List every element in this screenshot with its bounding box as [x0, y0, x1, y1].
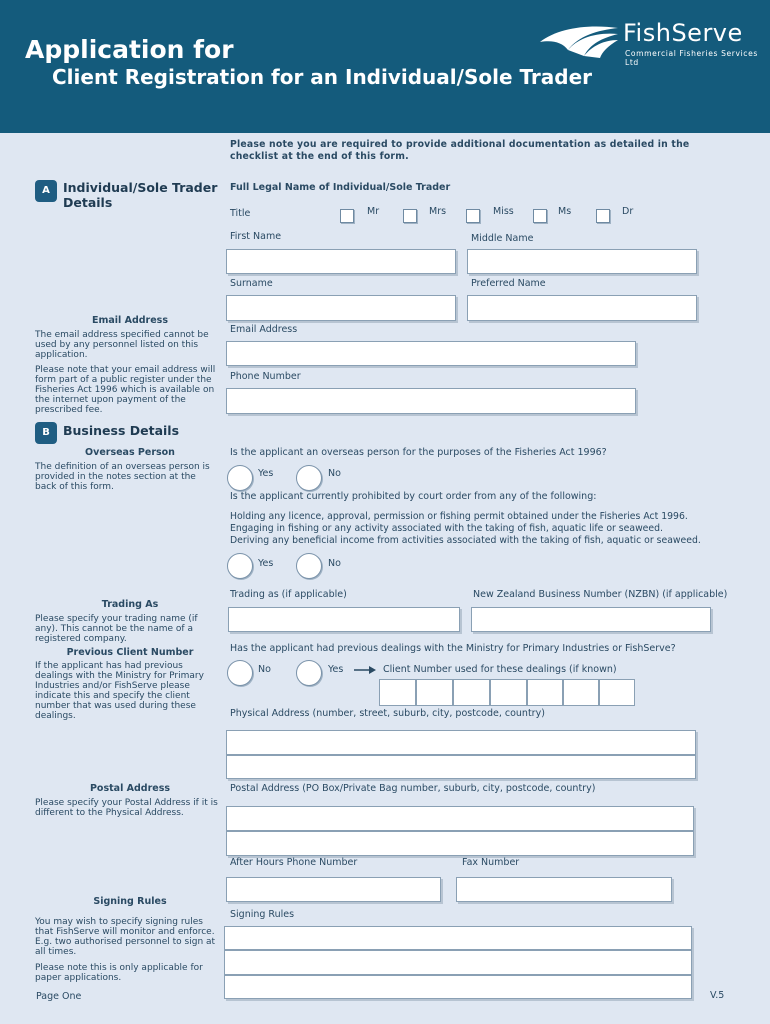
court-no-radio[interactable]	[296, 553, 322, 579]
title-mrs-label: Mrs	[429, 206, 447, 217]
title-miss-checkbox[interactable]	[466, 209, 480, 223]
signing-rules-line3[interactable]	[224, 975, 692, 999]
postal-side-text: Please specify your Postal Address if it is different to the Physical Address.	[35, 798, 218, 818]
title-mr-label: Mr	[367, 206, 380, 217]
first-name-field[interactable]	[226, 249, 456, 274]
preferred-name-field[interactable]	[467, 295, 697, 321]
client-number-digit[interactable]	[563, 679, 599, 706]
title-ms-label: Ms	[558, 206, 572, 217]
postal-address-label: Postal Address (PO Box/Private Bag number, suburb, city, postcode, country)	[230, 783, 596, 794]
court-yes-label: Yes	[258, 558, 274, 569]
full-name-heading: Full Legal Name of Individual/Sole Trader	[230, 182, 451, 193]
overseas-yes-label: Yes	[258, 468, 274, 479]
fax-field[interactable]	[456, 877, 672, 902]
first-name-label: First Name	[230, 231, 282, 242]
nzbn-field[interactable]	[471, 607, 711, 632]
middle-name-field[interactable]	[467, 249, 697, 274]
physical-address-line2[interactable]	[226, 755, 696, 779]
client-number-digit[interactable]	[416, 679, 453, 706]
email-label: Email Address	[230, 324, 298, 335]
email-field[interactable]	[226, 341, 636, 366]
title-miss-label: Miss	[493, 206, 514, 217]
overseas-no-radio[interactable]	[296, 465, 322, 491]
signing-rules-line1[interactable]	[224, 926, 692, 950]
signing-side-text: You may wish to specify signing rules that FishServe will monitor and enforce. E.g. two authorised personnel to sign at all times.	[35, 917, 216, 957]
client-number-digit[interactable]	[527, 679, 563, 706]
after-hours-field[interactable]	[226, 877, 441, 902]
email-side-heading: Email Address	[91, 315, 168, 326]
title-ms-checkbox[interactable]	[533, 209, 547, 223]
signing-rules-line2[interactable]	[224, 950, 692, 975]
section-a-badge: A	[35, 180, 57, 202]
prev-dealings-question: Has the applicant had previous dealings with the Ministry for Primary Industries or FishServe?	[230, 643, 676, 654]
title-mr-checkbox[interactable]	[340, 209, 354, 223]
overseas-heading: Overseas Person	[85, 447, 175, 458]
email-side-text: The email address specified cannot be used by any personnel listed on this application.	[35, 330, 209, 360]
nzbn-label: New Zealand Business Number (NZBN) (if applicable)	[473, 589, 728, 600]
title-mrs-checkbox[interactable]	[403, 209, 417, 223]
arrow-right-icon	[353, 665, 377, 675]
client-number-digit[interactable]	[379, 679, 416, 706]
section-b-title: Business Details	[63, 423, 180, 438]
court-no-label: No	[328, 558, 341, 569]
trading-label: Trading as (if applicable)	[230, 589, 347, 600]
client-number-digit[interactable]	[453, 679, 490, 706]
logo-subtitle: Commercial Fisheries Services Ltd	[625, 49, 758, 67]
version-label: V.5	[710, 990, 725, 1001]
court-yes-radio[interactable]	[227, 553, 253, 579]
postal-heading: Postal Address	[89, 783, 171, 794]
client-number-label: Client Number used for these dealings (if known)	[383, 664, 617, 675]
after-hours-label: After Hours Phone Number	[230, 857, 358, 868]
prev-client-heading: Previous Client Number	[66, 647, 194, 658]
logo-name: FishServe	[623, 19, 743, 47]
client-number-digit[interactable]	[490, 679, 527, 706]
section-b-badge: B	[35, 422, 57, 444]
signing-rules-label: Signing Rules	[230, 909, 295, 920]
prev-yes-label: Yes	[328, 664, 344, 675]
prev-no-label: No	[258, 664, 271, 675]
page-subtitle: Client Registration for an Individual/Sole Trader	[52, 65, 593, 89]
overseas-yes-radio[interactable]	[227, 465, 253, 491]
postal-address-line2[interactable]	[226, 831, 694, 856]
surname-field[interactable]	[226, 295, 456, 321]
preferred-name-label: Preferred Name	[471, 278, 546, 289]
documentation-note: Please note you are required to provide additional documentation as detailed in the checklist at the end of this form.	[230, 139, 690, 162]
signing-heading: Signing Rules	[93, 896, 167, 907]
trading-as-field[interactable]	[228, 607, 460, 632]
page-number: Page One	[36, 991, 82, 1002]
prev-yes-radio[interactable]	[296, 660, 322, 686]
title-dr-label: Dr	[622, 206, 634, 217]
physical-address-label: Physical Address (number, street, suburb, city, postcode, country)	[230, 708, 545, 719]
email-register-text: Please note that your email address will form part of a public register under the Fisheries Act 1996 which is available on the internet upon payment of the prescribed fee.	[35, 365, 216, 415]
signing-paper-note: Please note this is only applicable for paper applications.	[35, 963, 203, 983]
court-question: Is the applicant currently prohibited by court order from any of the following:	[230, 491, 597, 502]
trading-heading: Trading As	[101, 599, 159, 610]
physical-address-line1[interactable]	[226, 730, 696, 755]
fax-label: Fax Number	[462, 857, 520, 868]
client-number-digit[interactable]	[599, 679, 635, 706]
title-dr-checkbox[interactable]	[596, 209, 610, 223]
phone-field[interactable]	[226, 388, 636, 414]
surname-label: Surname	[230, 278, 273, 289]
section-a-title: Individual/Sole Trader Details	[63, 180, 218, 210]
page-title: Application for	[25, 35, 234, 64]
middle-name-label: Middle Name	[471, 233, 534, 244]
court-details: Holding any licence, approval, permission or fishing permit obtained under the Fisheries Act 1996. Engaging in fishing or any activity associated with the taking of fish, aquatic life or seaweed. Deriving any beneficial income from activities associated with the taking of fish, aquatic or seaweed.	[230, 511, 701, 546]
trading-side-text: Please specify your trading name (if any). This cannot be the name of a registered company.	[35, 614, 198, 644]
overseas-side-text: The definition of an overseas person is provided in the notes section at the back of this form.	[35, 462, 210, 492]
prev-client-side-text: If the applicant has had previous dealings with the Ministry for Primary Industries and/or FishServe please indicate this and specify the client number that was used during these dealings.	[35, 661, 204, 721]
postal-address-line1[interactable]	[226, 806, 694, 831]
overseas-question: Is the applicant an overseas person for the purposes of the Fisheries Act 1996?	[230, 447, 607, 458]
overseas-no-label: No	[328, 468, 341, 479]
fishserve-logo-icon	[538, 20, 620, 60]
prev-no-radio[interactable]	[227, 660, 253, 686]
title-label: Title	[230, 208, 251, 219]
phone-label: Phone Number	[230, 371, 301, 382]
